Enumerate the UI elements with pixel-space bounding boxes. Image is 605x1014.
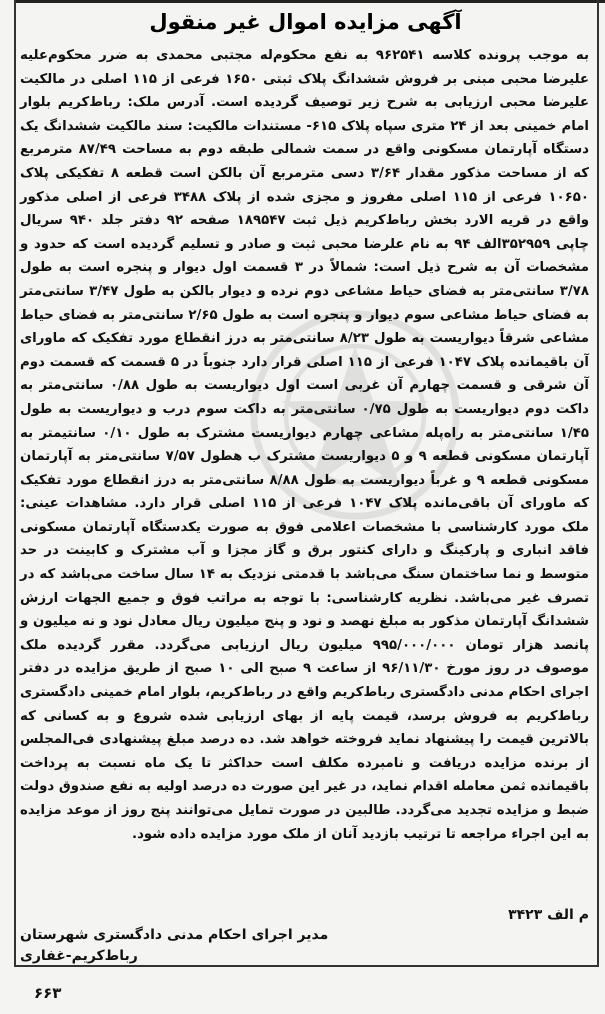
signer-place: رباط‌کریم-غفاری [20, 948, 138, 964]
reference-code: م الف ۳۴۲۳ [508, 907, 589, 923]
top-border-rule [14, 0, 605, 3]
right-border-rule [597, 0, 599, 965]
notice-body: به موجب پرونده کلاسه ۹۶۲۵۴۱ به نفع محکوم‌له مجتبی محمدی به ضرر محکوم‌علیه علیرضا محبی مبنی بر فروش ششدانگ پلاک ثبتی ۱۶۵۰ فرعی از ۱۱۵ اصلی در مالکیت علیرضا محبی ارزیابی به شرح زیر توصیف گردیده است. آدرس ملک: رباط‌کریم بلوار امام خمینی بعد از ۲۴ متری سپاه پلاک ۶۱۵- مستندات مالکیت: سند مالکیت ششدانگ یک دستگاه آپارتمان مسکونی واقع در سمت شمالی طبقه دوم به مساحت ۸۷/۴۹ مترمربع که از مساحت مذکور مقدار ۳/۶۴ دسی مترمربع آن بالکن است قطعه ۸ تفکیکی پلاک ۱۰۶۵۰ فرعی از ۱۱۵ اصلی مفروز و مجزی شده از پلاک ۳۴۸۸ فرعی از اصلی مذکور واقع در قریه الارد بخش رباط‌کریم ذیل ثبت ۱۸۹۵۴۷ صفحه ۹۲ دفتر جلد ۹۴۰ سریال چاپی ۳۵۲۹۵۹الف ۹۴ به نام علرضا محبی ثبت و صادر و تسلیم گردیده است که حدود و مشخصات آن به شرح ذیل است: شمالاً در ۳ قسمت اول دیوار و پنجره است به طول ۳/۷۸ سانتی‌متر به فضای حیاط مشاعی دوم نرده و دیوار بالکن به طول ۳/۴۷ سانتی‌متر به فضای حیاط مشاعی سوم دیوار و پنجره است به طول ۲/۶۵ سانتی‌متر به فضای حیاط مشاعی شرقاً دیواریست به طول ۸/۲۳ سانتی‌متر به درز انقطاع مورد تفکیک که ماورای آن باقیمانده پلاک ۱۰۴۷ فرعی از ۱۱۵ اصلی قرار دارد جنوباً در ۵ قسمت که قسمت دوم آن شرقی و قسمت چهارم آن غربی است اول دیواریست به طول ۰/۸۸ سانتی‌متر به داکت دوم دیواریست به طول ۰/۷۵ سانتی‌متر به داکت سوم درب و دیواریست به طول ۱/۴۵ سانتی‌متر به راه‌پله مشاعی چهارم دیواریست مشترک به طول ۰/۱۰ سانتیمتر به آپارتمان مسکونی قطعه ۹ و ۵ دیواریست مشترک ب هطول ۷/۵۷ سانتی‌متر به آپارتمان مسکونی قطعه ۹ و غرباً دیواریست به طول ۸/۸۸ سانتی‌متر به درز انقطاع مورد تفکیک که ماورای آن باقی‌مانده پلاک ۱۰۴۷ فرعی از ۱۱۵ اصلی قرار دارد. مشاهدات عینی: ملک مورد کارشناسی با مشخصات اعلامی فوق به صورت یکدستگاه آپارتمان مسکونی فاقد انباری و پارکینگ و دارای کنتور برق و گاز مجزا و آب مشترک و کابینت در حد متوسط و نما ساختمان سنگ می‌باشد با قدمتی نزدیک به ۱۴ سال ساخت می‌باشد که در تصرف غیر می‌باشد. نظریه کارشناسی: با توجه به مراتب فوق و جمیع الجهات ارزش ششدانگ آپارتمان مذکور به مبلغ نهصد و نود و پنج میلیون ریال معادل نود و نه میلیون و پانصد هزار تومان ۹۹۵/۰۰۰/۰۰۰ میلیون ریال ارزیابی می‌گردد. مقرر گردیده ملک موصوف در روز مورخ ۹۶/۱۱/۳۰ از ساعت ۹ صبح الی ۱۰ صبح از طریق مزایده در دفتر اجرای احکام مدنی دادگستری رباط‌کریم واقع در رباط‌کریم، بلوار امام خمینی دادگستری رباط‌کریم به فروش برسد، قیمت پایه از بهای ارزیابی شده شروع و به کسانی که بالاترین قیمت را پیشنهاد نماید فروخته خواهد شد. ده درصد مبلغ پیشنهادی فی‌المجلس از برنده مزایده دریافت و نامبرده مکلف است حداکثر تا یک ماه نسبت به پرداخت باقیمانده ثمن معامله اقدام نماید، در غیر این صورت ده درصد اولیه به نفع صندوق دولت ضبط و مزایده تجدید می‌گردد. طالبین در صورت تمایل می‌توانند پنج روز از موعد مزایده به این اجراء مراجعه تا ترتیب بازدید آنان از ملک مورد مزایده داده شود. [20, 48, 590, 842]
left-border-rule [14, 0, 16, 965]
notice-title: آگهی مزایده اموال غیر منقول [149, 10, 462, 34]
page-number: ۶۶۳ [34, 984, 62, 1002]
notice-footer [20, 904, 589, 964]
signer-title: مدیر اجرای احکام مدنی دادگستری شهرستان [20, 927, 329, 943]
